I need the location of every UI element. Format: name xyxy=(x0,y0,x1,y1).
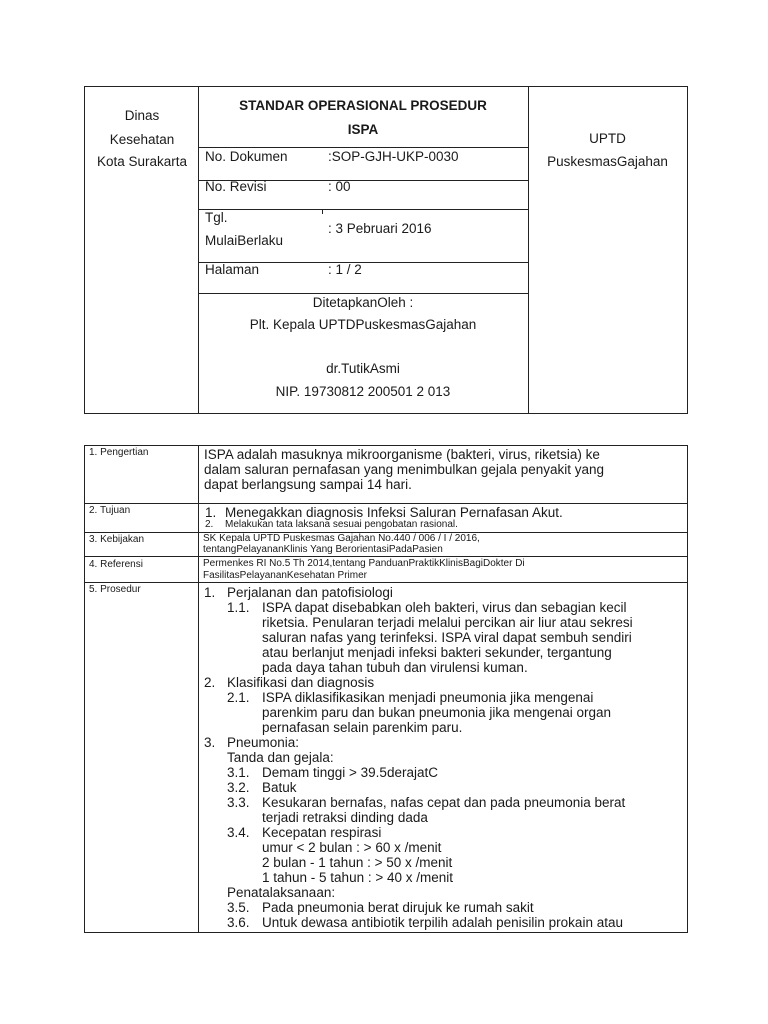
prosedur-11-line-1: ISPA dapat disebabkan oleh bakteri, virus dan sebagian kecil xyxy=(262,600,627,615)
prosedur-h2: Klasifikasi dan diagnosis xyxy=(227,675,375,690)
agency-line-3: Kota Surakarta xyxy=(96,154,188,169)
document-title: STANDAR OPERASIONAL PROSEDUR xyxy=(239,98,487,113)
tujuan-num-2: 2. xyxy=(205,519,214,530)
prosedur-21-num: 2.1. xyxy=(227,690,250,705)
prosedur-21-line-2: parenkim paru dan bukan pneumonia jika mengenai organ xyxy=(262,705,611,720)
prosedur-33-line-1: Kesukaran bernafas, nafas cepat dan pada pneumonia berat xyxy=(262,795,626,810)
doc-number-value: :SOP-GJH-UKP-0030 xyxy=(328,149,459,164)
approver-position: Plt. Kepala UPTDPuskesmasGajahan xyxy=(249,317,477,332)
rate-1-5-years: 1 tahun - 5 tahun : > 40 x /menit xyxy=(262,870,453,885)
page-label: Halaman xyxy=(205,262,260,277)
approver-name: dr.TutikAsmi xyxy=(326,361,400,376)
kebijakan-line-1: SK Kepala UPTD Puskesmas Gajahan No.440 / 006 / I / 2016, xyxy=(203,533,480,544)
approver-nip: NIP. 19730812 200501 2 013 xyxy=(275,384,451,399)
prosedur-11-num: 1.1. xyxy=(227,600,250,615)
kebijakan-line-2: tentangPelayananKlinis Yang BerorientasiPadaPasien xyxy=(203,544,443,555)
prosedur-34: Kecepatan respirasi xyxy=(262,825,382,840)
prosedur-34-num: 3.4. xyxy=(227,825,250,840)
prosedur-11-line-5: pada daya tahan tubuh dan virulensi kuman. xyxy=(262,660,528,675)
doc-number-label: No. Dokumen xyxy=(205,149,288,164)
prosedur-33-line-2: terjadi retraksi dinding dada xyxy=(262,810,428,825)
revision-label: No. Revisi xyxy=(205,179,267,194)
prosedur-32-num: 3.2. xyxy=(227,780,250,795)
revision-value: : 00 xyxy=(328,179,351,194)
section-label-referensi: 4. Referensi xyxy=(89,559,143,570)
prosedur-h1-num: 1. xyxy=(204,585,216,600)
referensi-line-2: FasilitasPelayananKesehatan Primer xyxy=(203,570,367,581)
prosedur-35-num: 3.5. xyxy=(227,900,250,915)
agency-line-2: Kesehatan xyxy=(109,132,175,147)
prosedur-11-line-2: riketsia. Penularan terjadi melalui percikan air liur atau sekresi xyxy=(262,615,633,630)
rate-under-2-months: umur < 2 bulan : > 60 x /menit xyxy=(262,840,442,855)
unit-line-1: UPTD xyxy=(589,131,626,146)
prosedur-35: Pada pneumonia berat dirujuk ke rumah sakit xyxy=(262,900,534,915)
page-value: : 1 / 2 xyxy=(328,262,362,277)
pengertian-line-2: dalam saluran pernafasan yang menimbulkan gejala penyakit yang xyxy=(204,462,605,477)
prosedur-33-num: 3.3. xyxy=(227,795,250,810)
prosedur-h1: Perjalanan dan patofisiologi xyxy=(227,585,393,600)
prosedur-21-line-1: ISPA diklasifikasikan menjadi pneumonia jika mengenai xyxy=(262,690,594,705)
tujuan-item-2: Melakukan tata laksana sesuai pengobatan rasional. xyxy=(225,519,458,530)
prosedur-h3: Pneumonia: xyxy=(227,735,300,750)
prosedur-31: Demam tinggi > 39.5derajatC xyxy=(262,765,438,780)
section-label-pengertian: 1. Pengertian xyxy=(89,447,149,458)
pengertian-line-1: ISPA adalah masuknya mikroorganisme (bakteri, virus, riketsia) ke xyxy=(204,447,600,462)
agency-line-1: Dinas xyxy=(124,108,160,123)
tanda-gejala-heading: Tanda dan gejala: xyxy=(227,750,334,765)
section-label-prosedur: 5. Prosedur xyxy=(89,584,141,595)
section-label-tujuan: 2. Tujuan xyxy=(89,505,131,516)
unit-line-2: PuskesmasGajahan xyxy=(547,154,668,169)
prosedur-31-num: 3.1. xyxy=(227,765,250,780)
rate-2-months-1-year: 2 bulan - 1 tahun : > 50 x /menit xyxy=(262,855,453,870)
document-subtitle: ISPA xyxy=(347,122,379,137)
prosedur-h3-num: 3. xyxy=(204,735,216,750)
section-label-kebijakan: 3. Kebijakan xyxy=(89,534,145,545)
referensi-line-1: Permenkes RI No.5 Th 2014,tentang PanduanPraktikKlinisBagiDokter Di xyxy=(203,558,525,569)
penatalaksanaan-heading: Penatalaksanaan: xyxy=(227,885,336,900)
prosedur-32: Batuk xyxy=(262,780,297,795)
effective-date-value: : 3 Pebruari 2016 xyxy=(328,221,432,236)
prosedur-36: Untuk dewasa antibiotik terpilih adalah penisilin prokain atau xyxy=(262,915,623,930)
prosedur-h2-num: 2. xyxy=(204,675,216,690)
prosedur-21-line-3: pernafasan selain parenkim paru. xyxy=(262,720,463,735)
tujuan-item-1: Menegakkan diagnosis Infeksi Saluran Pernafasan Akut. xyxy=(225,505,563,520)
prosedur-11-line-3: saluran nafas yang terinfeksi. ISPA viral dapat sembuh sendiri xyxy=(262,630,632,645)
effective-date-label-2: MulaiBerlaku xyxy=(205,233,284,248)
effective-date-label-1: Tgl. xyxy=(205,210,228,225)
pengertian-line-3: dapat berlangsung sampai 14 hari. xyxy=(204,477,412,492)
approved-by: DitetapkanOleh : xyxy=(312,295,414,310)
tujuan-num-1: 1. xyxy=(205,505,217,520)
prosedur-36-num: 3.6. xyxy=(227,915,250,930)
prosedur-11-line-4: atau berlanjut menjadi infeksi bakteri sekunder, tergantung xyxy=(262,645,612,660)
